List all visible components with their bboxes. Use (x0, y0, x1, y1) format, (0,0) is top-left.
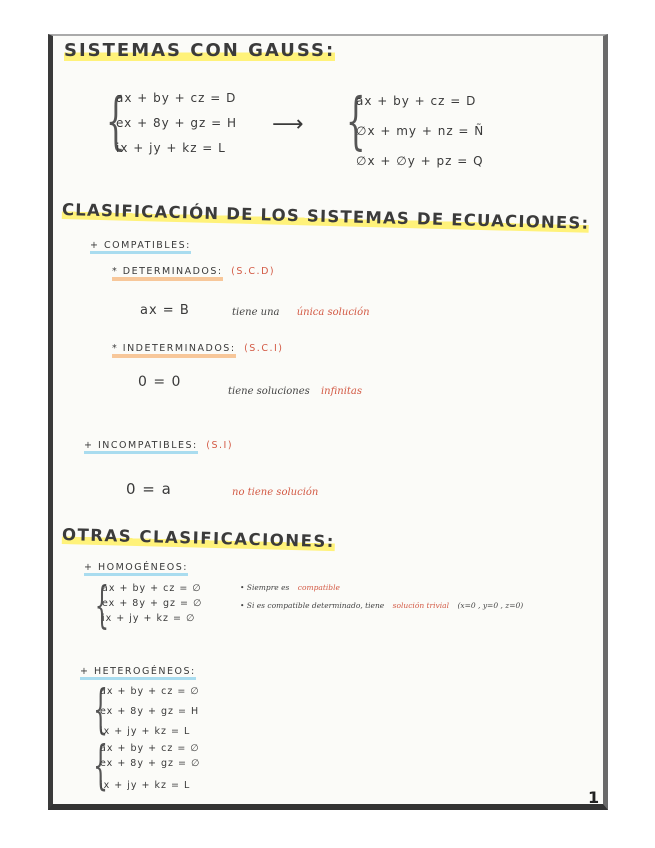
page-number: 1 (588, 788, 600, 807)
determinados-text-red: única solución (296, 307, 370, 318)
determinados-equation: ax = B (140, 303, 190, 318)
compatibles-heading: + COMPATIBLES: (90, 240, 191, 251)
indeterminados-text (228, 386, 362, 397)
gauss-left-eq2: ex + 8y + gz = H (116, 116, 237, 130)
homogeneos-note-1 (240, 583, 340, 592)
gauss-right-eq2: ∅x + my + nz = Ñ (356, 124, 485, 138)
homogeneos-eq1: ax + by + cz = ∅ (102, 583, 202, 594)
brace-right-system: { (345, 84, 366, 157)
homogeneos-heading: + HOMOGÉNEOS: (84, 562, 188, 573)
heterogeneos-s2-eq3: ix + jy + kz = L (100, 780, 191, 791)
indeterminados-heading (112, 343, 283, 354)
brace-heterogeneos-2: { (93, 736, 108, 796)
title-clasificacion: CLASIFICACIÓN DE LOS SISTEMAS DE ECUACIONES: (61, 200, 590, 233)
heterogeneos-s1-eq3: ix + jy + kz = L (100, 726, 191, 737)
gauss-right-eq3: ∅x + ∅y + pz = Q (356, 154, 484, 168)
brace-homogeneos: { (94, 576, 110, 634)
incompatibles-label: + INCOMPATIBLES: (84, 440, 198, 454)
determinados-label: * DETERMINADOS: (112, 266, 223, 281)
indeterminados-label: * INDETERMINADOS: (112, 343, 236, 358)
heterogeneos-s1-eq2: ex + 8y + gz = H (100, 706, 200, 717)
incompatibles-equation: 0 = a (126, 480, 172, 498)
heterogeneos-s2-eq1: ax + by + cz = ∅ (100, 743, 200, 754)
incompatibles-code: (S.I) (206, 440, 234, 451)
indeterminados-text-plain: tiene soluciones (228, 386, 310, 397)
gauss-left-eq1: ax + by + cz = D (116, 91, 237, 105)
note1-plain: • Siempre es (240, 583, 290, 592)
determinados-heading (112, 266, 275, 277)
heterogeneos-s2-eq2: ex + 8y + gz = ∅ (100, 758, 201, 769)
incompatibles-heading (84, 440, 233, 451)
brace-heterogeneos-1: { (93, 680, 108, 740)
title-gauss: SISTEMAS CON GAUSS: (64, 40, 336, 61)
arrow-icon: ⟶ (272, 112, 304, 137)
note2-tail: (x=0 , y=0 , z=0) (457, 601, 524, 610)
gauss-left-eq3: ix + jy + kz = L (116, 141, 226, 155)
note1-red: compatible (297, 583, 340, 592)
brace-left-system: { (105, 84, 126, 157)
heterogeneos-heading: + HETEROGÉNEOS: (80, 666, 196, 677)
gauss-right-eq1: ax + by + cz = D (356, 94, 477, 108)
determinados-code: (S.C.D) (231, 266, 276, 277)
indeterminados-text-red: infinitas (320, 386, 363, 397)
homogeneos-eq3: ix + jy + kz = ∅ (102, 613, 196, 624)
homogeneos-note-2 (240, 601, 523, 610)
title-otras: OTRAS CLASIFICACIONES: (61, 525, 336, 552)
note2-red: solución trivial (392, 601, 450, 610)
heterogeneos-s1-eq1: ax + by + cz = ∅ (100, 686, 200, 697)
determinados-text-plain: tiene una (232, 307, 280, 318)
indeterminados-code: (S.C.I) (244, 343, 284, 354)
determinados-text (232, 307, 370, 318)
homogeneos-eq2: ex + 8y + gz = ∅ (102, 598, 203, 609)
indeterminados-equation: 0 = 0 (138, 374, 182, 390)
note2-plain: • Si es compatible determinado, tiene (240, 601, 385, 610)
incompatibles-text: no tiene solución (232, 487, 319, 498)
